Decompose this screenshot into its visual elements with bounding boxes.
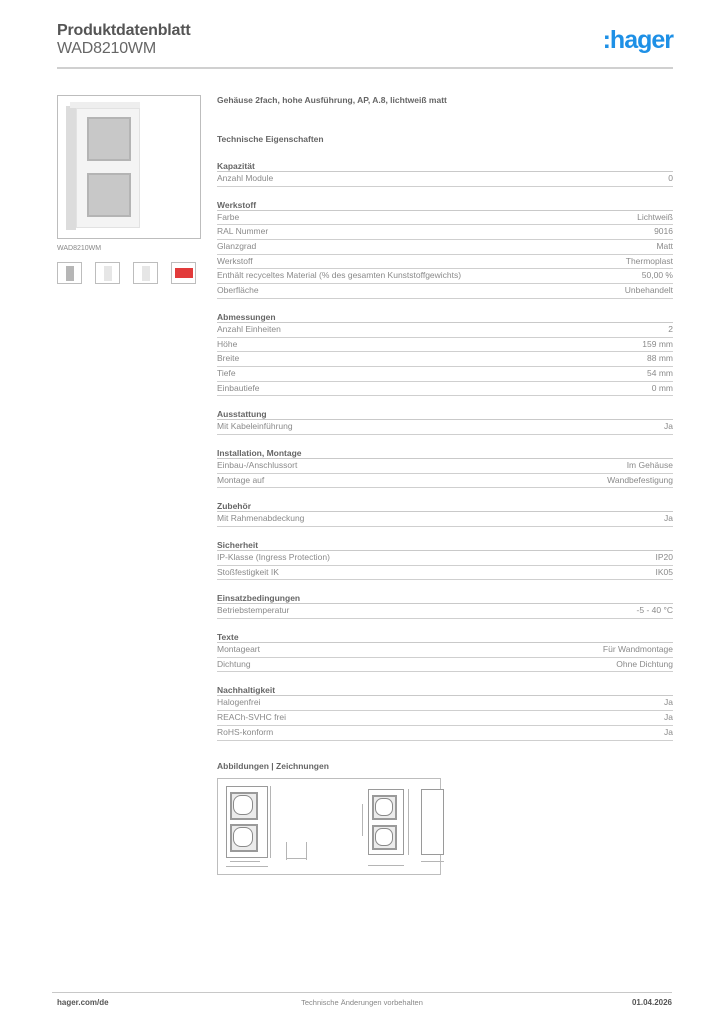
spec-value: Ja — [664, 697, 673, 708]
spec-value: Ja — [664, 726, 673, 737]
spec-section — [217, 447, 673, 488]
spec-label: Einbau-/Anschlussort — [217, 459, 298, 470]
spec-label: Einbautiefe — [217, 382, 260, 393]
spec-section — [217, 631, 673, 672]
spec-row — [217, 284, 673, 299]
spec-value: 50,00 % — [641, 270, 673, 281]
article-number: WAD8210WM — [57, 40, 156, 57]
spec-row — [217, 551, 673, 566]
section-title: Werkstoff — [217, 199, 673, 211]
spec-value: 0 — [668, 173, 673, 183]
spec-value: 0 mm — [651, 382, 673, 393]
spec-label: RoHS-konform — [217, 726, 274, 737]
spec-value: Ja — [664, 712, 673, 723]
spec-value: Unbehandelt — [624, 285, 673, 296]
section-title: Einsatzbedingungen — [217, 592, 673, 604]
spec-section — [217, 500, 673, 527]
spec-label: Mit Rahmenabdeckung — [217, 513, 305, 524]
spec-row — [217, 382, 673, 397]
figures-title: Abbildungen | Zeichnungen — [217, 760, 329, 771]
spec-value: 159 mm — [642, 338, 673, 349]
spec-section — [217, 408, 673, 435]
spec-row — [217, 211, 673, 226]
spec-label: Halogenfrei — [217, 697, 261, 708]
spec-value: -5 - 40 °C — [636, 605, 673, 616]
spec-value: 54 mm — [647, 367, 673, 378]
document-title: Produktdatenblatt — [57, 22, 191, 39]
section-title: Ausstattung — [217, 408, 673, 420]
spec-value: 88 mm — [647, 353, 673, 364]
spec-value: Matt — [656, 241, 673, 252]
spec-label: Tiefe — [217, 367, 236, 378]
spec-row — [217, 696, 673, 711]
spec-label: Stoßfestigkeit IK — [217, 566, 279, 577]
spec-label: Mit Kabeleinführung — [217, 421, 293, 432]
product-image — [57, 95, 201, 239]
spec-row — [217, 240, 673, 255]
spec-value: Lichtweiß — [637, 211, 673, 222]
spec-label: Glanzgrad — [217, 241, 257, 252]
spec-section — [217, 199, 673, 299]
spec-row — [217, 726, 673, 741]
spec-row — [217, 420, 673, 435]
spec-row — [217, 338, 673, 353]
spec-section — [217, 592, 673, 619]
ip-rating-icon[interactable] — [171, 262, 196, 284]
spec-sections — [217, 160, 673, 741]
section-title: Zubehör — [217, 500, 673, 512]
section-title: Sicherheit — [217, 539, 673, 551]
spec-row — [217, 566, 673, 581]
footer-date: 01.04.2026 — [631, 998, 672, 1007]
spec-section — [217, 311, 673, 396]
spec-section — [217, 160, 673, 187]
footer-notice: Technische Änderungen vorbehalten — [301, 998, 423, 1007]
spec-value: Im Gehäuse — [626, 459, 673, 470]
product-side-thumbnail-2[interactable] — [133, 262, 158, 284]
spec-row — [217, 225, 673, 240]
section-title: Kapazität — [217, 160, 673, 172]
spec-row — [217, 367, 673, 382]
thumbnail-strip — [57, 262, 201, 284]
spec-row — [217, 643, 673, 658]
spec-label: Dichtung — [217, 658, 251, 669]
spec-label: Oberfläche — [217, 285, 259, 296]
spec-value: Ja — [664, 513, 673, 524]
spec-label: Anzahl Einheiten — [217, 323, 281, 334]
spec-value: Ohne Dichtung — [616, 658, 673, 669]
spec-label: Betriebstemperatur — [217, 605, 290, 616]
spec-value: Ja — [664, 421, 673, 432]
hager-logo: :hager — [602, 26, 673, 54]
spec-label: RAL Nummer — [217, 226, 269, 237]
spec-row — [217, 658, 673, 673]
spec-row — [217, 323, 673, 338]
image-caption: WAD8210WM — [57, 245, 102, 252]
spec-row — [217, 711, 673, 726]
footer-website-link[interactable]: hager.com/de — [57, 998, 109, 1007]
spec-label: Montageart — [217, 644, 260, 655]
technical-drawing — [217, 778, 441, 875]
spec-row — [217, 255, 673, 270]
spec-label: Werkstoff — [217, 255, 253, 266]
product-side-thumbnail[interactable] — [95, 262, 120, 284]
footer-divider — [52, 992, 672, 993]
spec-label: Farbe — [217, 211, 240, 222]
section-title: Installation, Montage — [217, 447, 673, 459]
spec-row — [217, 474, 673, 489]
section-title: Texte — [217, 631, 673, 643]
spec-row — [217, 459, 673, 474]
product-front-thumbnail[interactable] — [57, 262, 82, 284]
page-header — [57, 22, 673, 72]
spec-value: Wandbefestigung — [607, 474, 673, 485]
spec-row — [217, 512, 673, 527]
spec-section — [217, 539, 673, 580]
spec-value: IK05 — [655, 566, 673, 577]
product-media — [57, 95, 201, 284]
spec-value: IP20 — [655, 552, 673, 562]
section-title: Nachhaltigkeit — [217, 684, 673, 696]
spec-section — [217, 684, 673, 740]
product-description: Gehäuse 2fach, hohe Ausführung, AP, A.8, lichtweiß matt — [217, 95, 447, 105]
spec-row — [217, 604, 673, 619]
spec-label: Anzahl Module — [217, 173, 274, 183]
spec-label: IP-Klasse (Ingress Protection) — [217, 552, 330, 562]
spec-row — [217, 269, 673, 284]
spec-label: Montage auf — [217, 474, 265, 485]
header-divider — [57, 67, 673, 69]
tech-heading: Technische Eigenschaften — [217, 134, 324, 144]
spec-value: 2 — [668, 323, 673, 334]
spec-row — [217, 352, 673, 367]
spec-label: Enthält recyceltes Material (% des gesamten Kunststoffgewichts) — [217, 270, 462, 281]
spec-value: 9016 — [654, 226, 673, 237]
section-title: Abmessungen — [217, 311, 673, 323]
enclosure-illustration — [66, 102, 140, 230]
spec-label: Höhe — [217, 338, 238, 349]
spec-value: Für Wandmontage — [602, 644, 673, 655]
specifications — [217, 95, 673, 875]
spec-value: Thermoplast — [625, 255, 673, 266]
spec-label: REACh-SVHC frei — [217, 712, 286, 723]
spec-row — [217, 172, 673, 187]
spec-label: Breite — [217, 353, 240, 364]
